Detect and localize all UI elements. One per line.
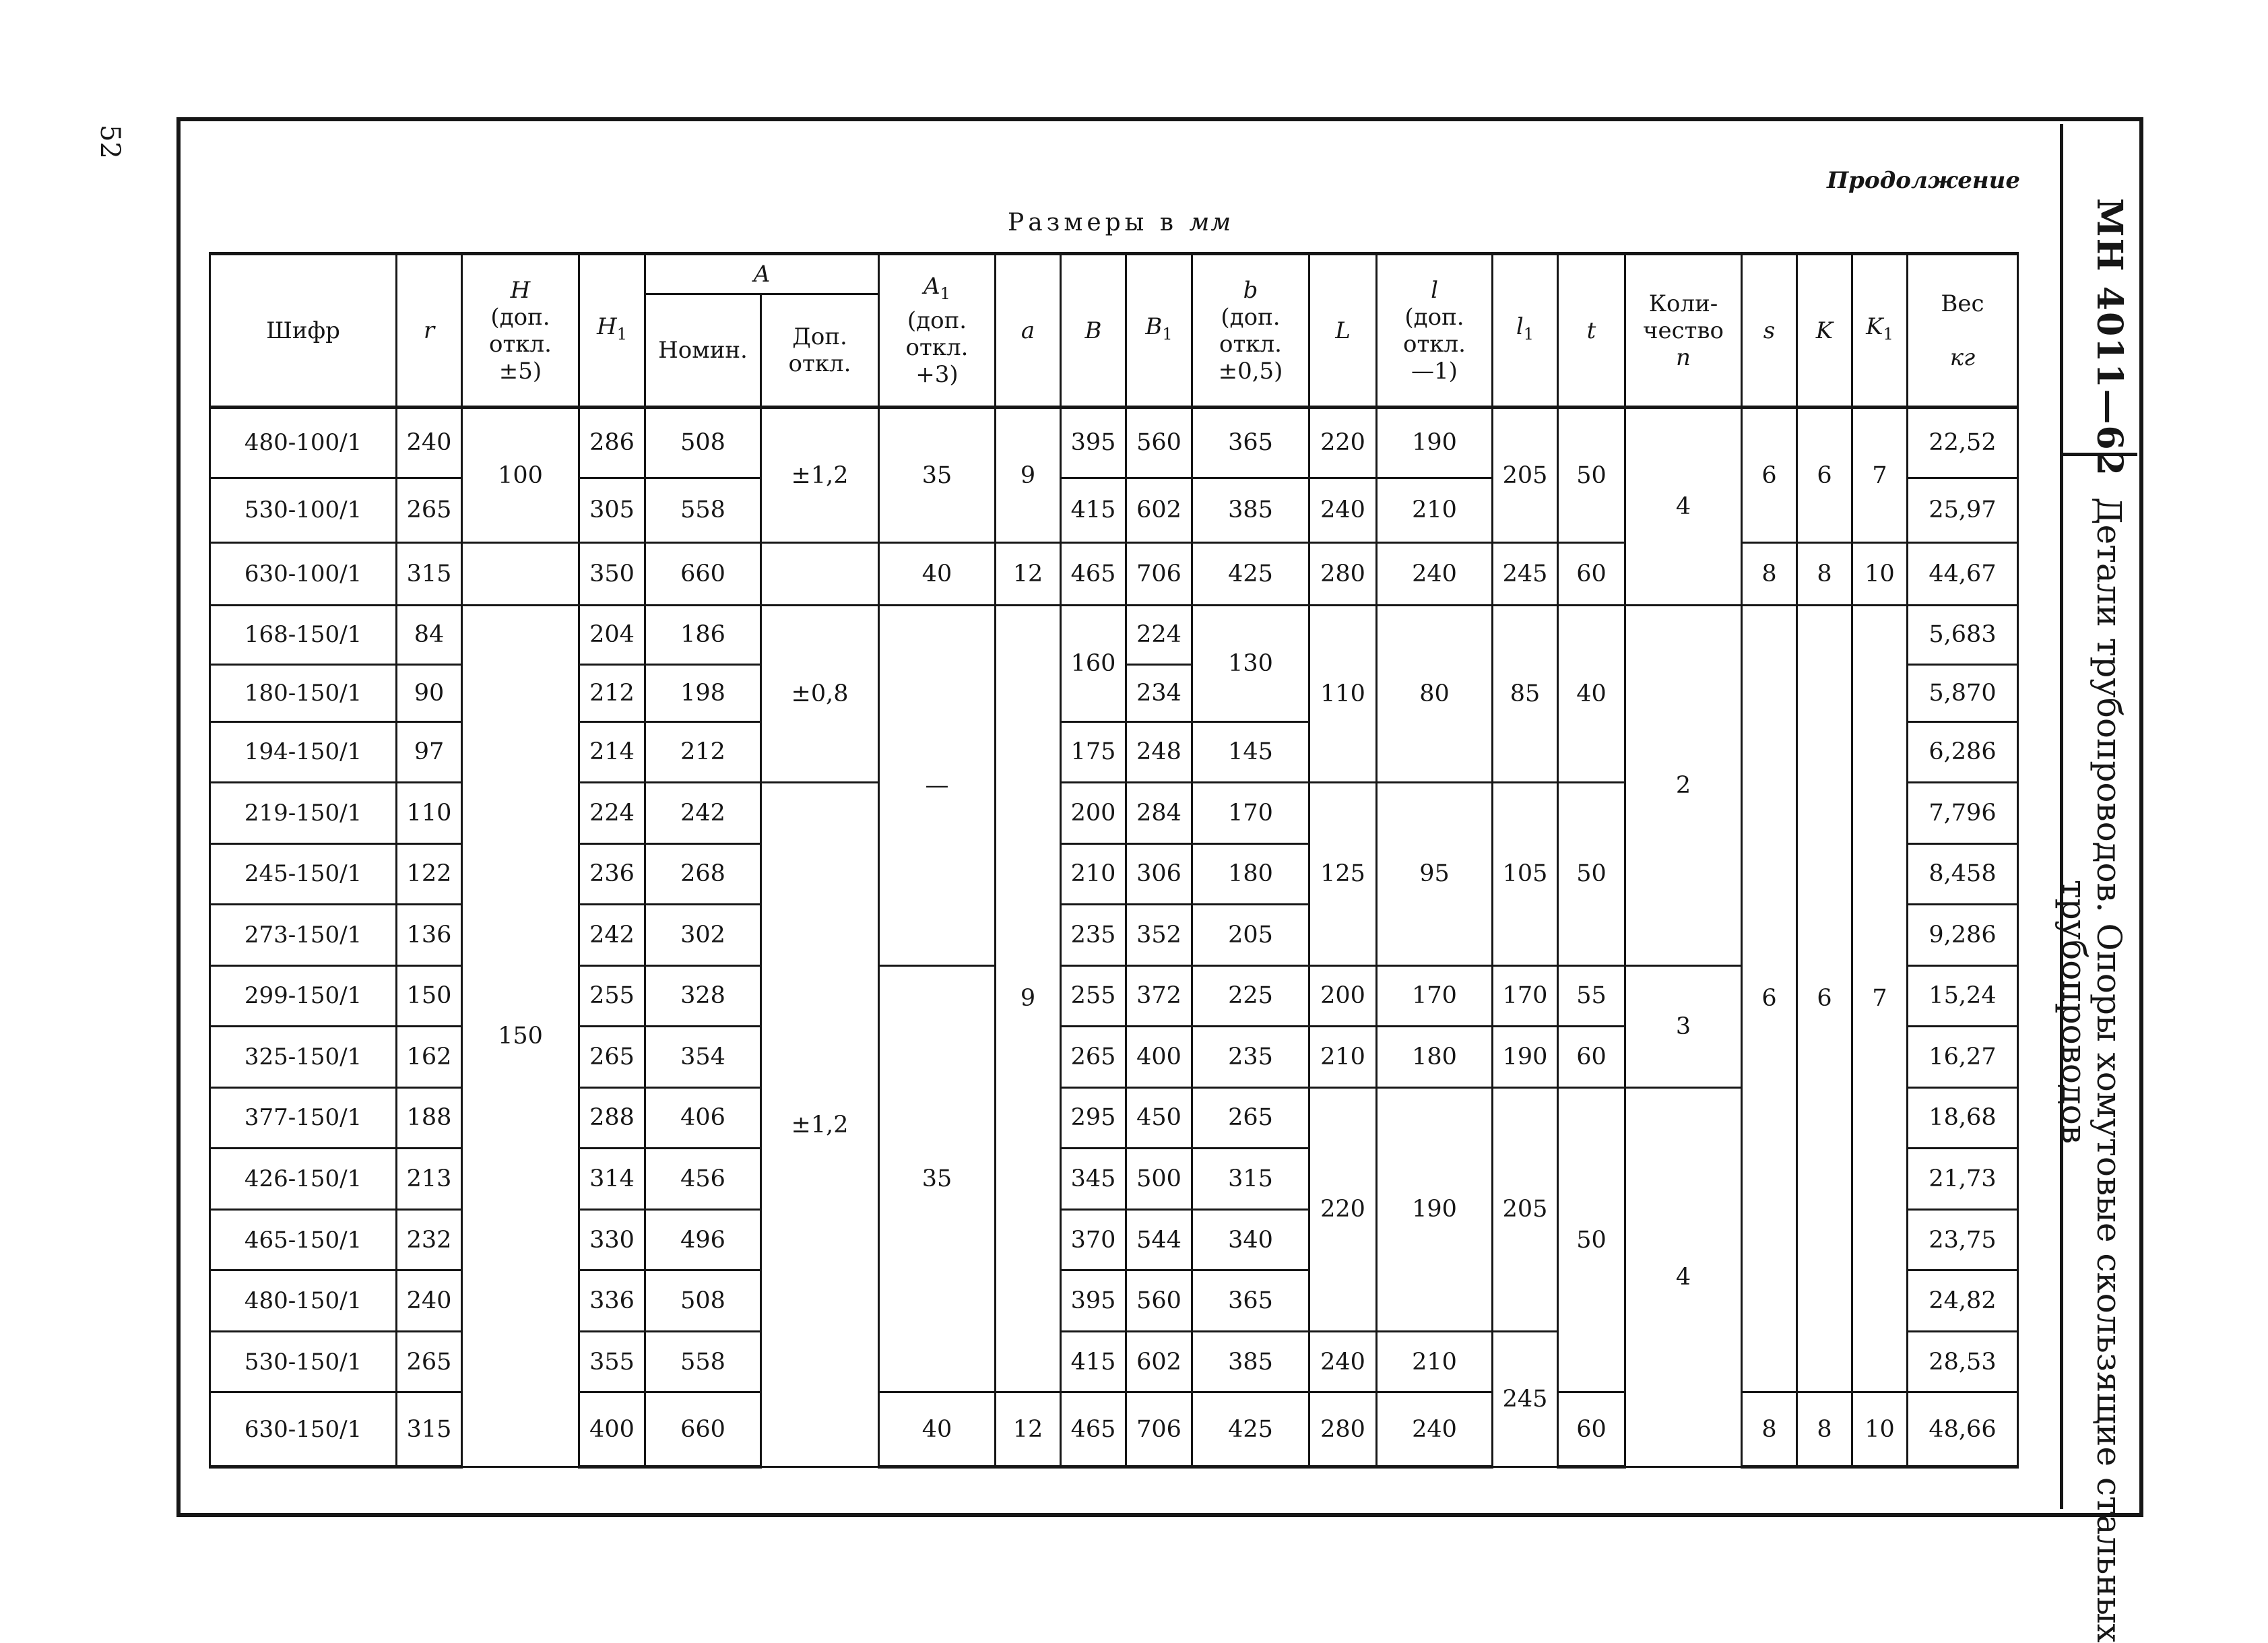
header-A-nominal: Номин. <box>645 294 761 408</box>
cell-A-nominal: 198 <box>645 665 761 721</box>
table-row <box>210 408 2018 478</box>
cell-B1: 306 <box>1126 843 1192 905</box>
standard-code: МН 4011—62 <box>2089 198 2130 477</box>
cell-weight: 25,97 <box>1908 478 2018 543</box>
cell-l: 210 <box>1377 478 1493 543</box>
cell-l1: 170 <box>1493 965 1558 1027</box>
cell-r: 136 <box>397 905 462 966</box>
header-K: K <box>1797 254 1852 408</box>
cell-weight: 44,67 <box>1908 543 2018 606</box>
header-B: B <box>1061 254 1126 408</box>
header-l1 <box>1493 254 1558 408</box>
cell-A-tolerance-empty <box>761 543 879 606</box>
cell-weight: 5,683 <box>1908 605 2018 665</box>
cell-code: 194-150/1 <box>210 721 397 783</box>
cell-code: 530-100/1 <box>210 478 397 543</box>
cell-code: 426-150/1 <box>210 1149 397 1210</box>
cell-A-nominal: 406 <box>645 1087 761 1149</box>
cell-r: 97 <box>397 721 462 783</box>
cell-l1: 245 <box>1493 1331 1558 1467</box>
cell-B: 210 <box>1061 843 1126 905</box>
cell-t: 55 <box>1558 965 1625 1027</box>
cell-code: 273-150/1 <box>210 905 397 966</box>
cell-H1: 265 <box>579 1027 645 1088</box>
table-row <box>210 543 2018 606</box>
cell-B1: 372 <box>1126 965 1192 1027</box>
cell-L: 240 <box>1309 478 1377 543</box>
cell-B: 395 <box>1061 1270 1126 1332</box>
cell-H1: 350 <box>579 543 645 606</box>
header-L: L <box>1309 254 1377 408</box>
header-b-line1: (доп. <box>1221 303 1281 331</box>
cell-l1: 190 <box>1493 1027 1558 1088</box>
cell-A-nominal: 302 <box>645 905 761 966</box>
cell-H1: 305 <box>579 478 645 543</box>
cell-weight: 21,73 <box>1908 1149 2018 1210</box>
header-l1-symbol: l <box>1516 313 1524 340</box>
header-H-line1: (доп. <box>490 303 550 331</box>
dimensions-unit: мм <box>1189 209 1233 236</box>
cell-b: 130 <box>1192 605 1309 721</box>
cell-B: 175 <box>1061 721 1126 783</box>
cell-l: 190 <box>1377 1087 1493 1331</box>
cell-weight: 24,82 <box>1908 1270 2018 1332</box>
header-A-tolerance-line1: Доп. <box>792 323 847 350</box>
cell-code: 325-150/1 <box>210 1027 397 1088</box>
cell-B1: 224 <box>1126 605 1192 665</box>
cell-B1: 450 <box>1126 1087 1192 1149</box>
cell-B: 265 <box>1061 1027 1126 1088</box>
cell-H1: 400 <box>579 1392 645 1467</box>
cell-l: 240 <box>1377 1392 1493 1467</box>
cell-A-nominal: 496 <box>645 1209 761 1270</box>
cell-weight: 7,796 <box>1908 783 2018 844</box>
cell-B1: 706 <box>1126 543 1192 606</box>
header-A1 <box>879 254 996 408</box>
header-H-line2: откл. <box>489 330 552 358</box>
header-A: A <box>645 254 879 294</box>
cell-A1: 35 <box>879 408 996 543</box>
cell-L: 220 <box>1309 1087 1377 1331</box>
cell-A1: — <box>879 605 996 965</box>
header-H1 <box>579 254 645 408</box>
cell-code: 377-150/1 <box>210 1087 397 1149</box>
cell-quantity: 4 <box>1625 1087 1742 1467</box>
cell-code: 480-100/1 <box>210 408 397 478</box>
header-b-line2: откл. <box>1219 330 1282 358</box>
document-title-line-1: Детали трубопроводов. Опоры хомутовые скользящие стальных <box>2089 497 2129 1643</box>
cell-B: 415 <box>1061 478 1126 543</box>
cell-weight: 18,68 <box>1908 1087 2018 1149</box>
cell-A-nominal: 212 <box>645 721 761 783</box>
header-quantity-line1: Коли- <box>1648 290 1718 317</box>
cell-A-nominal: 558 <box>645 478 761 543</box>
cell-H1: 204 <box>579 605 645 665</box>
cell-B: 200 <box>1061 783 1126 844</box>
cell-A-nominal: 354 <box>645 1027 761 1088</box>
dimensions-table <box>209 252 2019 1469</box>
cell-weight: 16,27 <box>1908 1027 2018 1088</box>
cell-b: 205 <box>1192 905 1309 966</box>
cell-b: 170 <box>1192 783 1309 844</box>
cell-weight: 23,75 <box>1908 1209 2018 1270</box>
cell-code: 219-150/1 <box>210 783 397 844</box>
cell-L: 240 <box>1309 1331 1377 1392</box>
header-A1-line2: откл. <box>905 334 969 361</box>
header-quantity <box>1625 254 1742 408</box>
cell-L: 220 <box>1309 408 1377 478</box>
cell-l: 170 <box>1377 965 1493 1027</box>
cell-b: 265 <box>1192 1087 1309 1149</box>
cell-l: 95 <box>1377 783 1493 966</box>
cell-A-nominal: 268 <box>645 843 761 905</box>
cell-H1: 355 <box>579 1331 645 1392</box>
cell-L: 110 <box>1309 605 1377 782</box>
cell-B1: 602 <box>1126 1331 1192 1392</box>
cell-B: 295 <box>1061 1087 1126 1149</box>
continuation-label: Продолжение <box>1827 167 2020 194</box>
cell-B: 465 <box>1061 543 1126 606</box>
header-H-symbol: H <box>510 276 531 304</box>
cell-a: 9 <box>996 605 1061 1392</box>
cell-B1: 400 <box>1126 1027 1192 1088</box>
cell-A-nominal: 558 <box>645 1331 761 1392</box>
cell-A-tolerance: ±0,8 <box>761 605 879 782</box>
cell-r: 232 <box>397 1209 462 1270</box>
table-row <box>210 605 2018 665</box>
cell-b: 385 <box>1192 478 1309 543</box>
cell-B: 160 <box>1061 605 1126 721</box>
cell-r: 188 <box>397 1087 462 1149</box>
cell-r: 315 <box>397 1392 462 1467</box>
header-K1-sub: 1 <box>1883 325 1893 344</box>
cell-A-nominal: 660 <box>645 1392 761 1467</box>
dimensions-caption-text: Размеры в <box>1008 209 1178 236</box>
cell-code: 630-150/1 <box>210 1392 397 1467</box>
cell-a: 12 <box>996 543 1061 606</box>
cell-A1: 40 <box>879 1392 996 1467</box>
header-l-line3: —1) <box>1411 357 1458 385</box>
cell-r: 162 <box>397 1027 462 1088</box>
cell-L: 125 <box>1309 783 1377 966</box>
header-a: a <box>996 254 1061 408</box>
cell-K: 6 <box>1797 605 1852 1392</box>
cell-H1: 336 <box>579 1270 645 1332</box>
cell-r: 150 <box>397 965 462 1027</box>
cell-H-empty <box>462 543 579 606</box>
header-b <box>1192 254 1309 408</box>
cell-B1: 500 <box>1126 1149 1192 1210</box>
header-s: s <box>1742 254 1797 408</box>
cell-t: 40 <box>1558 605 1625 782</box>
cell-B: 415 <box>1061 1331 1126 1392</box>
cell-weight: 6,286 <box>1908 721 2018 783</box>
cell-l: 180 <box>1377 1027 1493 1088</box>
header-B1-symbol: B <box>1145 313 1163 340</box>
cell-H1: 236 <box>579 843 645 905</box>
cell-K1: 10 <box>1852 543 1908 606</box>
header-H1-sub: 1 <box>616 325 627 344</box>
cell-B: 465 <box>1061 1392 1126 1467</box>
cell-weight: 15,24 <box>1908 965 2018 1027</box>
header-B1 <box>1126 254 1192 408</box>
header-A1-line1: (доп. <box>907 307 967 334</box>
cell-H1: 314 <box>579 1149 645 1210</box>
cell-K: 8 <box>1797 543 1852 606</box>
cell-b: 425 <box>1192 1392 1309 1467</box>
document-title-line-2: трубопроводов <box>2054 880 2094 1145</box>
cell-K1: 7 <box>1852 408 1908 543</box>
cell-t: 50 <box>1558 783 1625 966</box>
cell-A-nominal: 186 <box>645 605 761 665</box>
header-weight-unit: кг <box>1949 344 1976 371</box>
header-l-line2: откл. <box>1403 330 1466 358</box>
cell-A-nominal: 328 <box>645 965 761 1027</box>
cell-t: 50 <box>1558 408 1625 543</box>
cell-B1: 602 <box>1126 478 1192 543</box>
cell-l: 240 <box>1377 543 1493 606</box>
cell-code: 465-150/1 <box>210 1209 397 1270</box>
cell-b: 180 <box>1192 843 1309 905</box>
header-A-tolerance-line2: откл. <box>788 350 851 377</box>
cell-K: 6 <box>1797 408 1852 543</box>
cell-l: 80 <box>1377 605 1493 782</box>
cell-A-nominal: 660 <box>645 543 761 606</box>
page-number: 52 <box>94 125 125 159</box>
header-l-symbol: l <box>1431 276 1438 304</box>
header-weight <box>1908 254 2018 408</box>
cell-l1: 105 <box>1493 783 1558 966</box>
cell-A-nominal: 508 <box>645 408 761 478</box>
cell-K1: 10 <box>1852 1392 1908 1467</box>
cell-A-nominal: 456 <box>645 1149 761 1210</box>
header-code: Шифр <box>210 254 397 408</box>
cell-A1: 35 <box>879 965 996 1392</box>
cell-H: 150 <box>462 605 579 1467</box>
cell-H1: 224 <box>579 783 645 844</box>
header-A1-sub: 1 <box>940 284 950 303</box>
cell-l1: 205 <box>1493 1087 1558 1331</box>
cell-H: 100 <box>462 408 579 543</box>
header-H <box>462 254 579 408</box>
cell-b: 385 <box>1192 1331 1309 1392</box>
header-H1-symbol: H <box>597 313 617 340</box>
cell-r: 265 <box>397 1331 462 1392</box>
cell-A1: 40 <box>879 543 996 606</box>
cell-s: 6 <box>1742 408 1797 543</box>
cell-weight: 22,52 <box>1908 408 2018 478</box>
cell-l: 190 <box>1377 408 1493 478</box>
cell-b: 365 <box>1192 1270 1309 1332</box>
cell-code: 480-150/1 <box>210 1270 397 1332</box>
cell-weight: 8,458 <box>1908 843 2018 905</box>
header-A1-symbol: A <box>924 273 940 300</box>
cell-code: 245-150/1 <box>210 843 397 905</box>
cell-s: 6 <box>1742 605 1797 1392</box>
cell-l: 210 <box>1377 1331 1493 1392</box>
cell-B1: 284 <box>1126 783 1192 844</box>
header-l <box>1377 254 1493 408</box>
cell-t: 60 <box>1558 1392 1625 1467</box>
cell-r: 265 <box>397 478 462 543</box>
cell-B1: 706 <box>1126 1392 1192 1467</box>
header-l1-sub: 1 <box>1523 325 1534 344</box>
cell-l1: 85 <box>1493 605 1558 782</box>
header-quantity-line2: чество <box>1642 317 1724 344</box>
cell-b: 225 <box>1192 965 1309 1027</box>
cell-code: 168-150/1 <box>210 605 397 665</box>
cell-r: 110 <box>397 783 462 844</box>
cell-code: 530-150/1 <box>210 1331 397 1392</box>
cell-b: 425 <box>1192 543 1309 606</box>
header-K1 <box>1852 254 1908 408</box>
cell-B: 255 <box>1061 965 1126 1027</box>
cell-weight: 28,53 <box>1908 1331 2018 1392</box>
cell-t: 60 <box>1558 543 1625 606</box>
cell-t: 60 <box>1558 1027 1625 1088</box>
cell-s: 8 <box>1742 543 1797 606</box>
cell-code: 630-100/1 <box>210 543 397 606</box>
cell-B: 235 <box>1061 905 1126 966</box>
cell-code: 299-150/1 <box>210 965 397 1027</box>
cell-quantity: 3 <box>1625 965 1742 1087</box>
cell-B: 395 <box>1061 408 1126 478</box>
cell-b: 235 <box>1192 1027 1309 1088</box>
cell-B1: 248 <box>1126 721 1192 783</box>
cell-B: 370 <box>1061 1209 1126 1270</box>
cell-b: 340 <box>1192 1209 1309 1270</box>
header-A1-line3: +3) <box>915 361 959 388</box>
cell-H1: 255 <box>579 965 645 1027</box>
cell-r: 122 <box>397 843 462 905</box>
cell-B1: 560 <box>1126 1270 1192 1332</box>
cell-A-tolerance: ±1,2 <box>761 783 879 1467</box>
header-quantity-symbol: n <box>1676 344 1691 371</box>
cell-L: 280 <box>1309 1392 1377 1467</box>
cell-r: 90 <box>397 665 462 721</box>
cell-L: 200 <box>1309 965 1377 1027</box>
cell-H1: 242 <box>579 905 645 966</box>
cell-B1: 560 <box>1126 408 1192 478</box>
header-r: r <box>397 254 462 408</box>
cell-L: 210 <box>1309 1027 1377 1088</box>
header-A-tolerance <box>761 294 879 408</box>
cell-B: 345 <box>1061 1149 1126 1210</box>
header-b-line3: ±0,5) <box>1218 357 1283 385</box>
cell-H1: 212 <box>579 665 645 721</box>
cell-weight: 5,870 <box>1908 665 2018 721</box>
cell-H1: 330 <box>579 1209 645 1270</box>
cell-r: 315 <box>397 543 462 606</box>
header-H-line3: ±5) <box>498 357 542 385</box>
cell-H1: 214 <box>579 721 645 783</box>
cell-l1: 205 <box>1493 408 1558 543</box>
cell-l1: 245 <box>1493 543 1558 606</box>
header-weight-label: Вес <box>1941 290 1984 317</box>
cell-s: 8 <box>1742 1392 1797 1467</box>
cell-quantity: 4 <box>1625 408 1742 606</box>
cell-r: 240 <box>397 1270 462 1332</box>
dimensions-caption <box>1008 209 1232 236</box>
cell-b: 315 <box>1192 1149 1309 1210</box>
cell-K: 8 <box>1797 1392 1852 1467</box>
cell-L: 280 <box>1309 543 1377 606</box>
cell-B1: 544 <box>1126 1209 1192 1270</box>
cell-weight: 9,286 <box>1908 905 2018 966</box>
header-b-symbol: b <box>1243 276 1258 304</box>
cell-H1: 288 <box>579 1087 645 1149</box>
cell-H1: 286 <box>579 408 645 478</box>
cell-A-nominal: 242 <box>645 783 761 844</box>
cell-t: 50 <box>1558 1087 1625 1392</box>
header-K1-symbol: K <box>1866 313 1883 340</box>
cell-r: 240 <box>397 408 462 478</box>
cell-B1: 234 <box>1126 665 1192 721</box>
cell-r: 213 <box>397 1149 462 1210</box>
cell-a: 12 <box>996 1392 1061 1467</box>
cell-code: 180-150/1 <box>210 665 397 721</box>
cell-A-nominal: 508 <box>645 1270 761 1332</box>
header-t: t <box>1558 254 1625 408</box>
cell-b: 365 <box>1192 408 1309 478</box>
cell-A-tolerance: ±1,2 <box>761 408 879 543</box>
header-B1-sub: 1 <box>1162 325 1173 344</box>
cell-b: 145 <box>1192 721 1309 783</box>
cell-weight: 48,66 <box>1908 1392 2018 1467</box>
cell-B1: 352 <box>1126 905 1192 966</box>
cell-K1: 7 <box>1852 605 1908 1392</box>
cell-r: 84 <box>397 605 462 665</box>
header-l-line1: (доп. <box>1404 303 1464 331</box>
cell-quantity: 2 <box>1625 605 1742 965</box>
cell-a: 9 <box>996 408 1061 543</box>
